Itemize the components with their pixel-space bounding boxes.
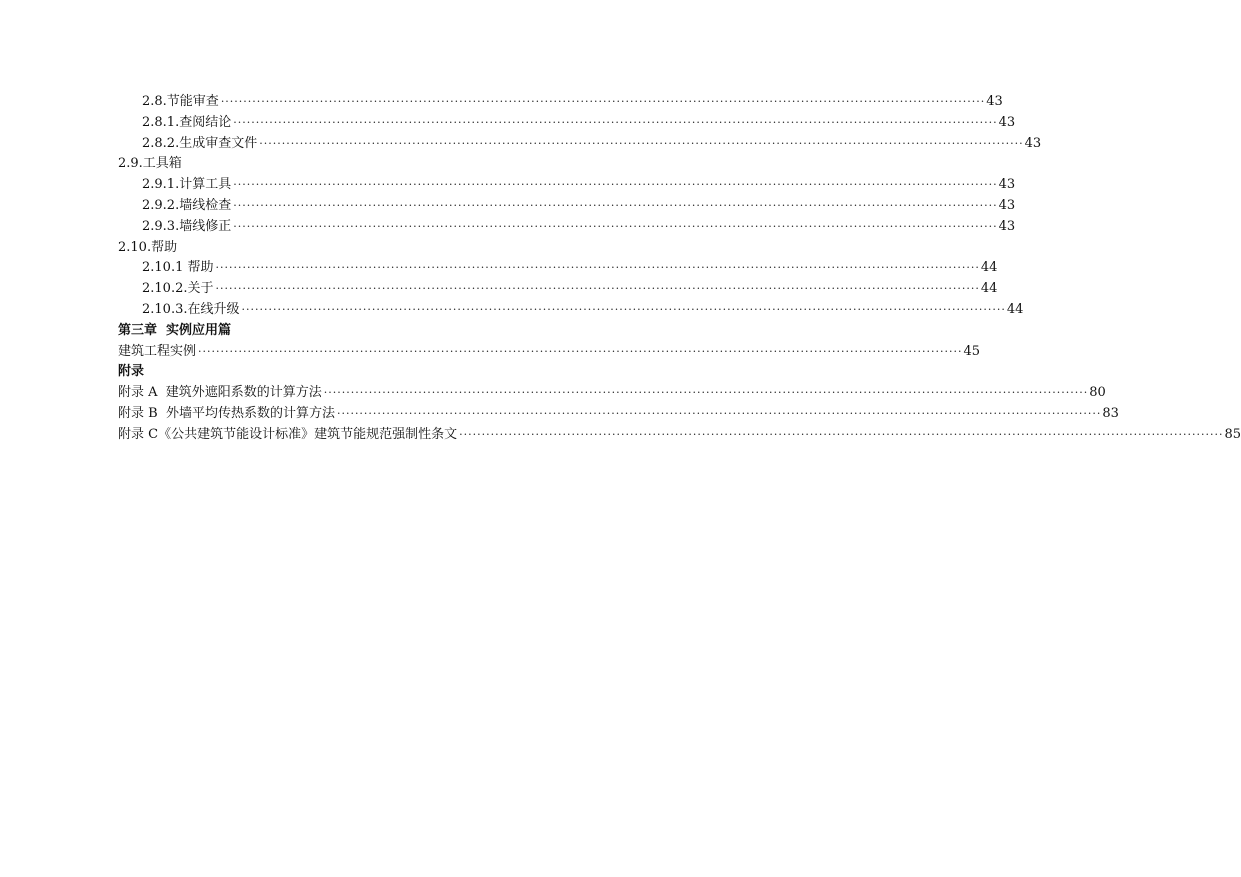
toc-entry: [118, 342, 980, 363]
dot-leader: ··········································································································································································: [233, 198, 998, 212]
appendix-heading-label: 附录: [118, 364, 145, 380]
toc-entry-label: 附录 B 外墙平均传热系数的计算方法: [118, 404, 337, 425]
toc-entry-label: 2.8.节能审查: [142, 92, 221, 113]
toc-entry-label: 2.8.2.生成审查文件: [142, 134, 259, 155]
toc-entry-label: 2.9.2.墙线检查: [142, 196, 233, 217]
toc-entry-page: 44: [1006, 300, 1024, 321]
toc-entry-page: 83: [1101, 404, 1119, 425]
dot-leader: ··········································································································································································: [241, 302, 1006, 316]
toc-entry: [118, 258, 998, 279]
toc-entry-page: 85: [1224, 425, 1241, 446]
toc-entry: [118, 113, 1016, 134]
toc-section-label: 2.10.帮助: [118, 239, 178, 255]
toc-section-label: 2.9.工具箱: [118, 156, 182, 172]
dot-leader: ··········································································································································································: [336, 406, 1102, 420]
chapter-heading: [118, 321, 666, 342]
toc-entry: [118, 175, 1016, 196]
toc-entry-page: 80: [1088, 383, 1106, 404]
table-of-contents: [118, 92, 1241, 446]
toc-entry-label: 建筑工程实例: [118, 342, 198, 363]
toc-entry-page: 45: [962, 342, 980, 363]
toc-entry: [118, 92, 1003, 113]
chapter-heading-label: 第三章 实例应用篇: [118, 322, 232, 338]
dot-leader: ··········································································································································································: [215, 282, 980, 296]
toc-entry-page: 44: [980, 279, 998, 300]
dot-leader: ··········································································································································································: [233, 219, 998, 233]
toc-entry-label: 2.9.3.墙线修正: [142, 217, 233, 238]
toc-entry-label: 2.9.1.计算工具: [142, 175, 233, 196]
dot-leader: ··········································································································································································: [323, 386, 1089, 400]
toc-entry-page: 44: [980, 258, 998, 279]
toc-entry-page: 43: [998, 113, 1016, 134]
toc-entry-label: 附录 A 建筑外遮阳系数的计算方法: [118, 383, 324, 404]
dot-leader: ··········································································································································································: [459, 427, 1224, 441]
toc-entry-label: 2.10.2.关于: [142, 279, 215, 300]
toc-section-heading: [118, 154, 666, 175]
dot-leader: ··········································································································································································: [259, 136, 1024, 150]
toc-entry-page: 43: [998, 175, 1016, 196]
dot-leader: ··········································································································································································: [198, 344, 963, 358]
dot-leader: ··········································································································································································: [233, 115, 998, 129]
toc-entry-label: 2.10.1 帮助: [142, 258, 215, 279]
toc-entry: [118, 217, 1016, 238]
toc-entry-label: 2.10.3.在线升级: [142, 300, 241, 321]
toc-entry: [118, 300, 1024, 321]
toc-entry-label: 2.8.1.查阅结论: [142, 113, 233, 134]
toc-entry: [118, 425, 1241, 446]
toc-entry-page: 43: [1024, 134, 1042, 155]
toc-entry: [118, 404, 1119, 425]
toc-section-heading: [118, 238, 666, 259]
dot-leader: ··········································································································································································: [215, 261, 980, 275]
dot-leader: ··········································································································································································: [233, 178, 998, 192]
toc-entry-page: 43: [998, 217, 1016, 238]
dot-leader: ··········································································································································································: [220, 95, 986, 108]
toc-entry: [118, 279, 998, 300]
toc-entry: [118, 134, 1042, 155]
toc-entry-page: 43: [985, 92, 1003, 113]
toc-entry-label: 附录 C《公共建筑节能设计标准》建筑节能规范强制性条文: [118, 425, 459, 446]
toc-entry: [118, 196, 1016, 217]
toc-entry: [118, 383, 1106, 404]
toc-entry-page: 43: [998, 196, 1016, 217]
appendix-heading: [118, 362, 666, 383]
